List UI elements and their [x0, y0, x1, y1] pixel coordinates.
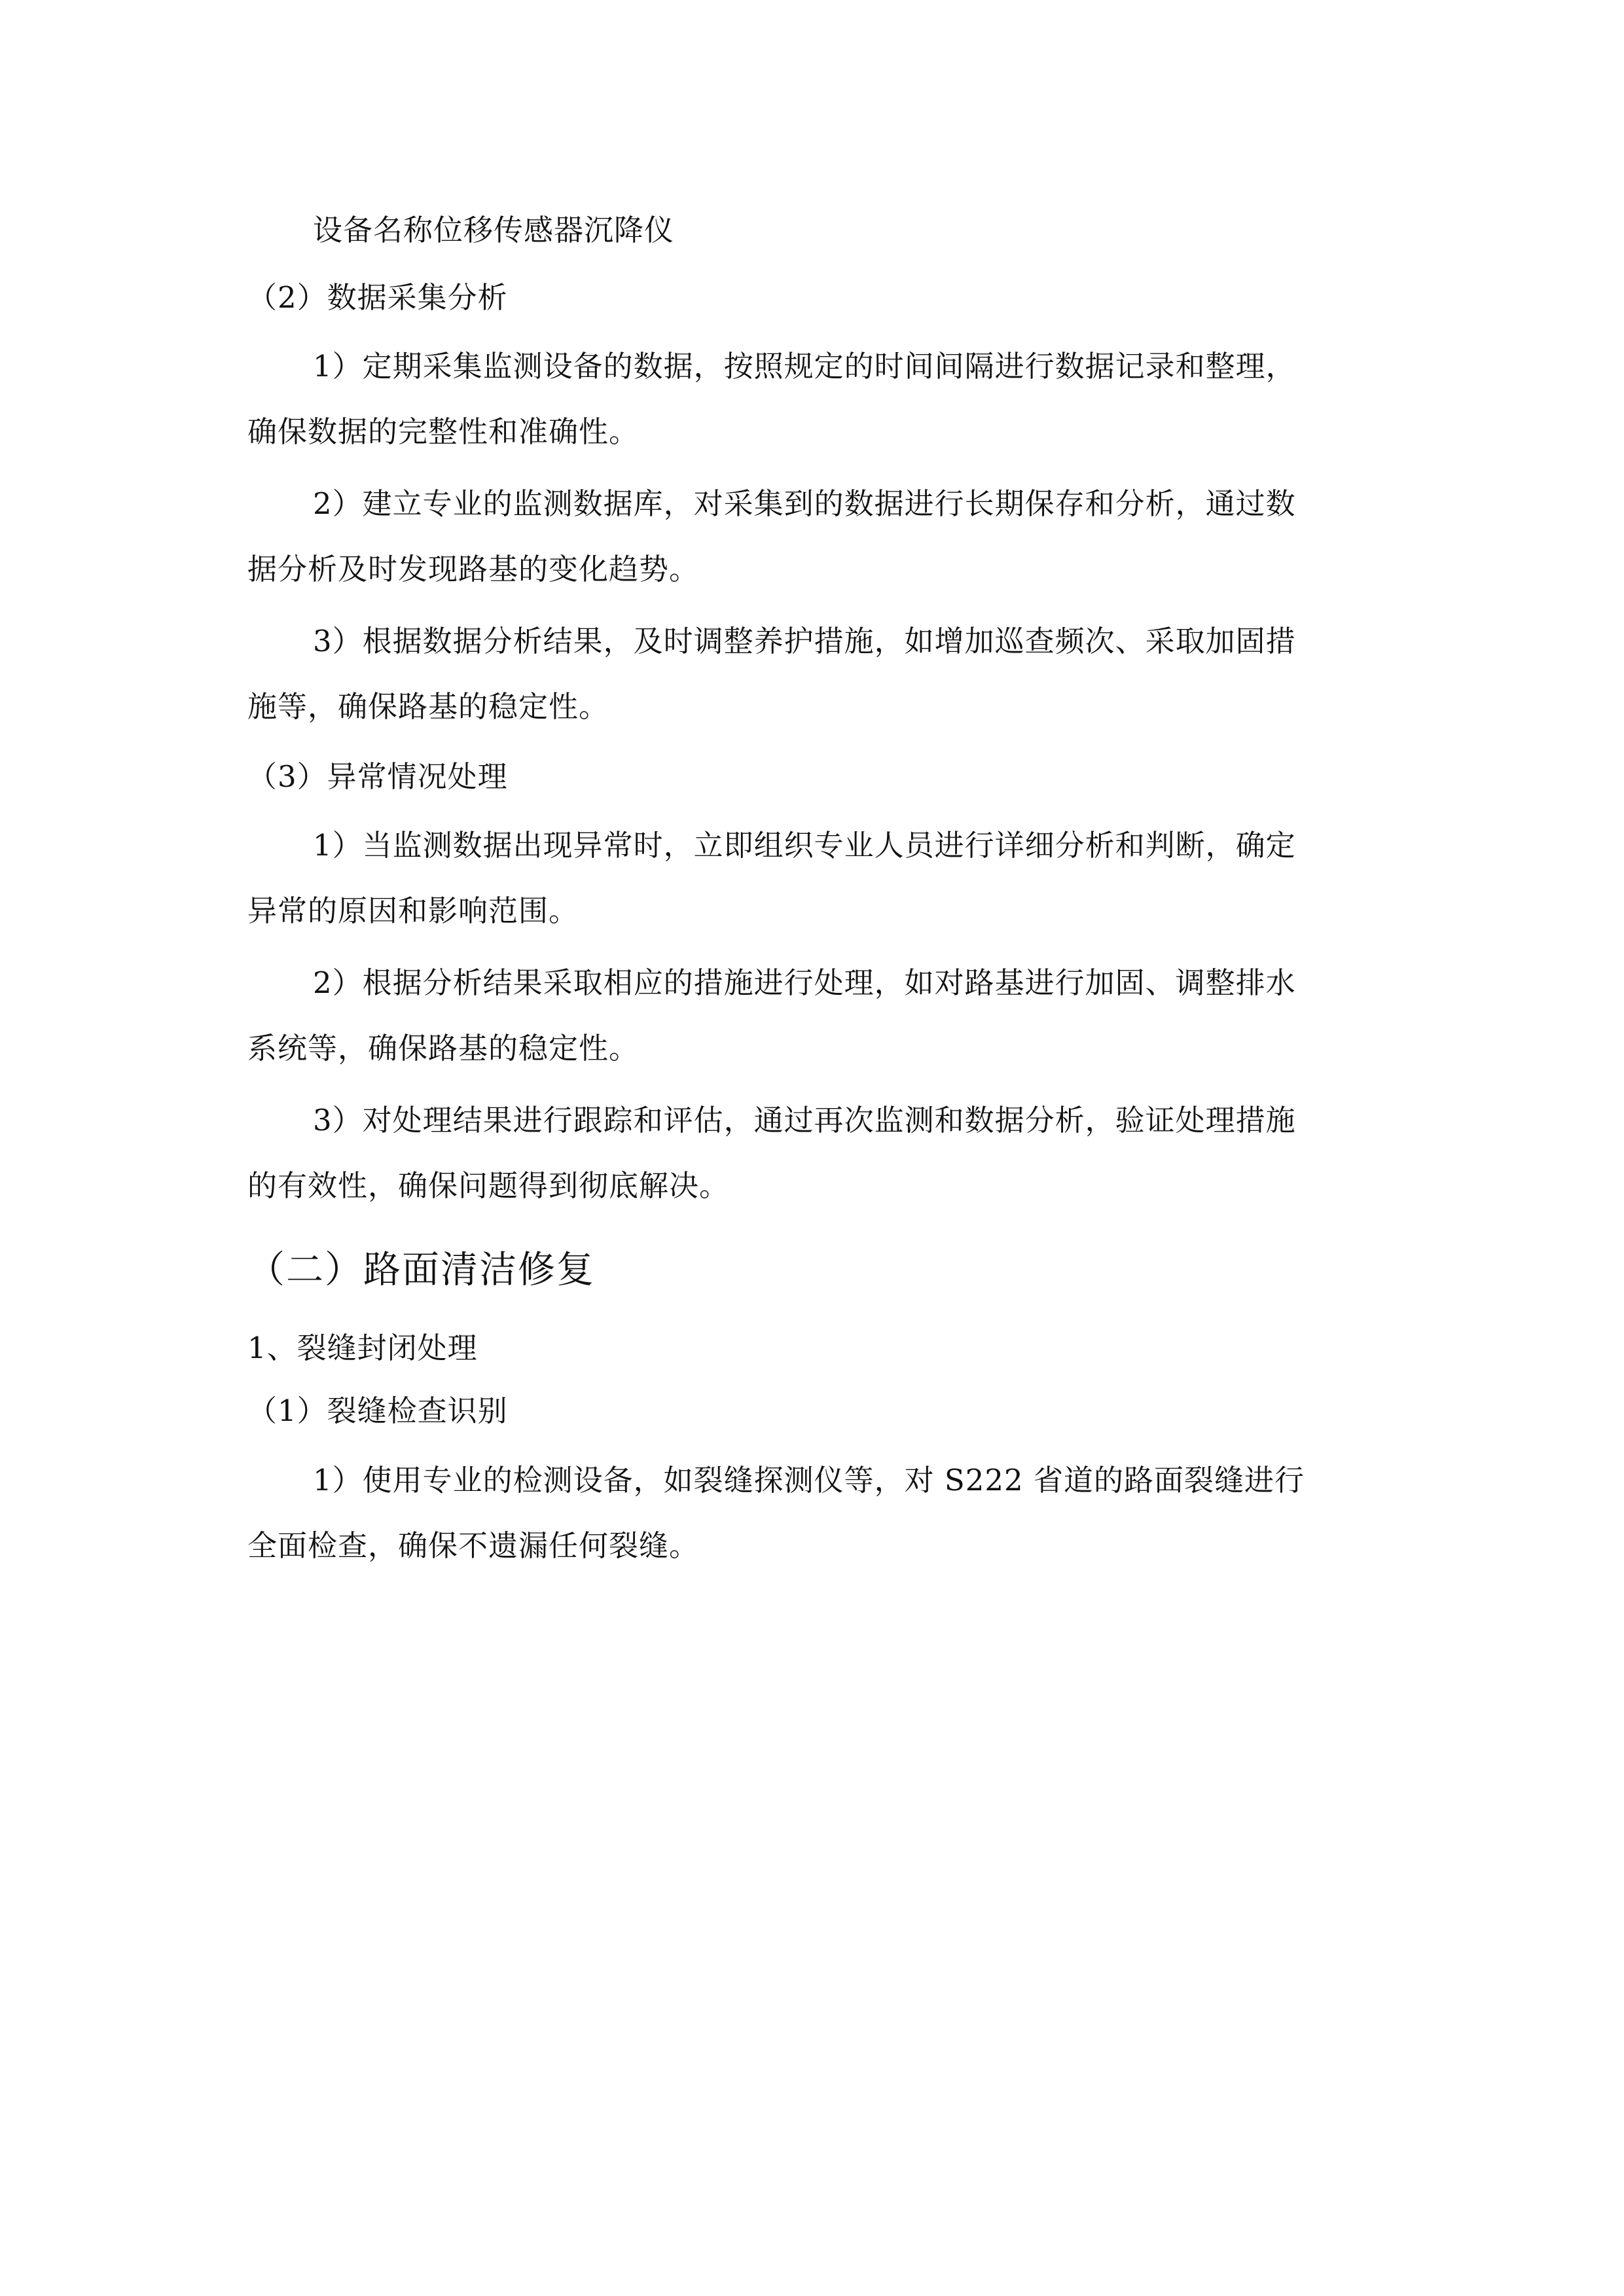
- paragraph-line: 3）根据数据分析结果，及时调整养护措施，如增加巡查频次、采取加固措: [313, 624, 1296, 658]
- paragraph-line: 的有效性，确保问题得到彻底解决。: [247, 1168, 730, 1203]
- paragraph-line: 系统等，确保路基的稳定性。: [247, 1031, 640, 1066]
- paragraph-line: 确保数据的完整性和准确性。: [247, 414, 640, 449]
- paragraph-line: 2）根据分析结果采取相应的措施进行处理，如对路基进行加固、调整排水: [313, 965, 1296, 1000]
- section-heading-crack-inspection: （1）裂缝检查识别: [247, 1393, 508, 1428]
- paragraph-line: 3）对处理结果进行跟踪和评估，通过再次监测和数据分析，验证处理措施: [313, 1103, 1296, 1138]
- device-list-line: 设备名称位移传感器沉降仪: [313, 213, 675, 247]
- part-heading-road-cleaning: （二）路面清洁修复: [247, 1248, 595, 1291]
- paragraph-line: 1）定期采集监测设备的数据，按照规定的时间间隔进行数据记录和整理，: [313, 349, 1296, 384]
- subsection-heading-crack-sealing: 1、裂缝封闭处理: [247, 1331, 478, 1365]
- paragraph-line: 施等，确保路基的稳定性。: [247, 689, 609, 724]
- paragraph-line: 1）当监测数据出现异常时，立即组织专业人员进行详细分析和判断，确定: [313, 828, 1296, 863]
- section-heading-data-collection: （2）数据采集分析: [247, 280, 508, 315]
- paragraph-line: 据分析及时发现路基的变化趋势。: [247, 552, 700, 586]
- paragraph-line: 全面检查，确保不遗漏任何裂缝。: [247, 1528, 700, 1563]
- section-heading-anomaly-handling: （3）异常情况处理: [247, 759, 508, 794]
- paragraph-line: 2）建立专业的监测数据库，对采集到的数据进行长期保存和分析，通过数: [313, 486, 1296, 521]
- paragraph-line: 异常的原因和影响范围。: [247, 893, 579, 928]
- paragraph-line: 1）使用专业的检测设备，如裂缝探测仪等，对 S222 省道的路面裂缝进行: [313, 1463, 1305, 1498]
